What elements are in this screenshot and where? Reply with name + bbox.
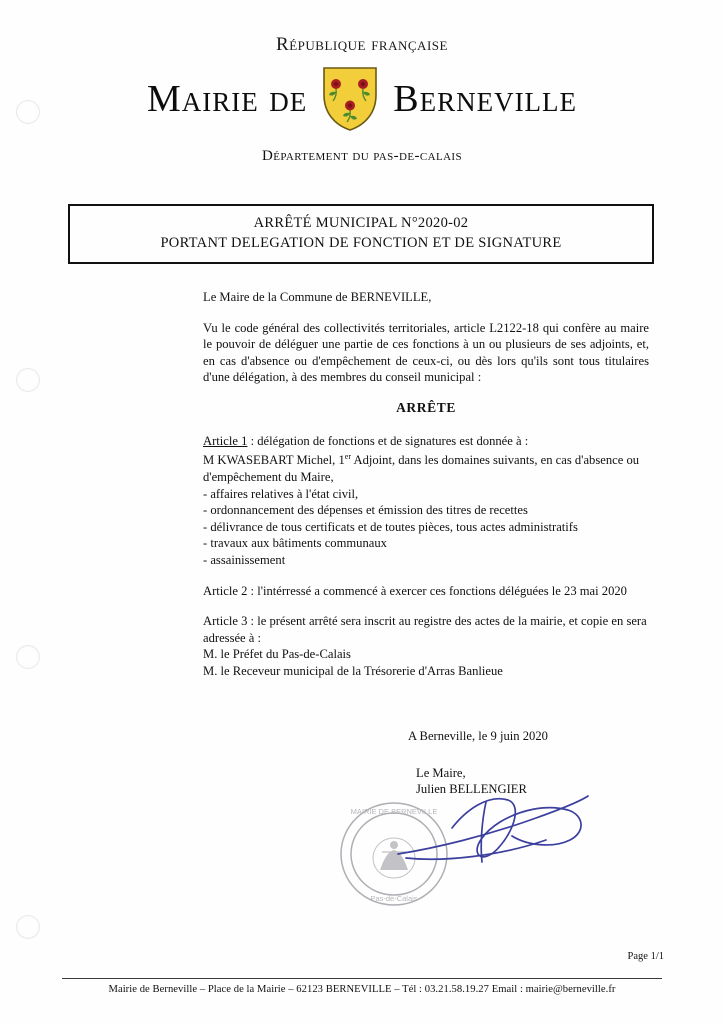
vu-paragraph: Vu le code général des collectivités territoriales, article L2122-18 qui confère au maire le pouvoir de déléguer une partie de ces fonctions à un ou plusieurs de ses adjoints, et, en cas d'absence ou d'empêchement de ceux-ci, ou dès lors qu'ils sont tous titulaires d'une délégation, à des membres du conseil municipal : [203,320,649,385]
list-item: M. le Préfet du Pas-de-Calais [203,647,351,662]
list-item: - ordonnancement des dépenses et émission des titres de recettes [203,503,528,518]
document-header [0,0,724,165]
article-1-intro: : délégation de fonctions et de signatures est donnée à : [247,433,529,448]
article-1-appointee-pre: M KWASEBART Michel, 1 [203,453,345,468]
footer-divider [62,978,662,979]
hole-punch-mark [16,368,40,392]
list-item: - délivrance de tous certificats et de toutes pièces, tous actes administratifs [203,519,578,534]
mairie-label: Mairie de [146,78,308,120]
article-2-paragraph: Article 2 : l'intérressé a commencé à exercer ces fonctions déléguées le 23 mai 2020 [203,583,627,598]
republic-heading: République française [276,34,448,55]
hole-punch-mark [16,915,40,939]
article-3-recipients [203,646,649,679]
list-item: - affaires relatives à l'état civil, [203,486,359,501]
svg-text:Pas-de-Calais: Pas-de-Calais [370,894,418,903]
hole-punch-mark [16,100,40,124]
article-1-block [203,433,649,486]
official-round-stamp-icon [336,800,452,908]
arrete-title-line2: PORTANT DELEGATION DE FONCTION ET DE SIGNATURE [160,234,562,251]
departement-heading: Département du pas-de-calais [261,148,463,164]
signature-block [408,728,668,798]
list-item: - travaux aux bâtiments communaux [203,536,387,551]
svg-text:MAIRIE DE BERNEVILLE: MAIRIE DE BERNEVILLE [350,807,438,816]
article-1-appointee-post: Adjoint, dans les domaines suivants, en cas d'absence ou d'empêchement du Maire, [203,453,640,484]
footer-contact: Mairie de Berneville – Place de la Mairie – 62123 BERNEVILLE – Tél : 03.21.58.19.27 Email : mairie@berneville.fr [108,984,616,995]
article-1-label: Article 1 [203,433,248,448]
list-item: - assainissement [203,552,286,567]
signatory-name: Julien BELLENGIER [416,782,527,797]
delegated-domains-list [203,486,649,569]
page-number: Page 1/1 [627,951,664,962]
shield-three-roses-icon [321,65,379,133]
ordinal-suffix: er [344,452,352,462]
arrete-heading: ARRÊTE [396,399,456,415]
article-3-paragraph: Article 3 : le présent arrêté sera inscrit au registre des actes de la mairie, et copie en sera adressée à : [203,614,647,645]
mairie-title-row [0,68,724,130]
signatory-role: Le Maire, [416,765,466,780]
commune-label: berneville [393,78,578,120]
arrete-title-line1: ARRÊTÉ MUNICIPAL N°2020-02 [253,215,469,231]
salutation-paragraph: Le Maire de la Commune de BERNEVILLE, [203,290,432,304]
signature-date: A Berneville, le 9 juin 2020 [408,729,548,743]
document-body [203,289,649,679]
hole-punch-mark [16,645,40,669]
handwritten-signature-icon [396,788,596,884]
arrete-title-box [68,204,654,264]
list-item: M. le Receveur municipal de la Trésorerie d'Arras Banlieue [203,663,503,678]
